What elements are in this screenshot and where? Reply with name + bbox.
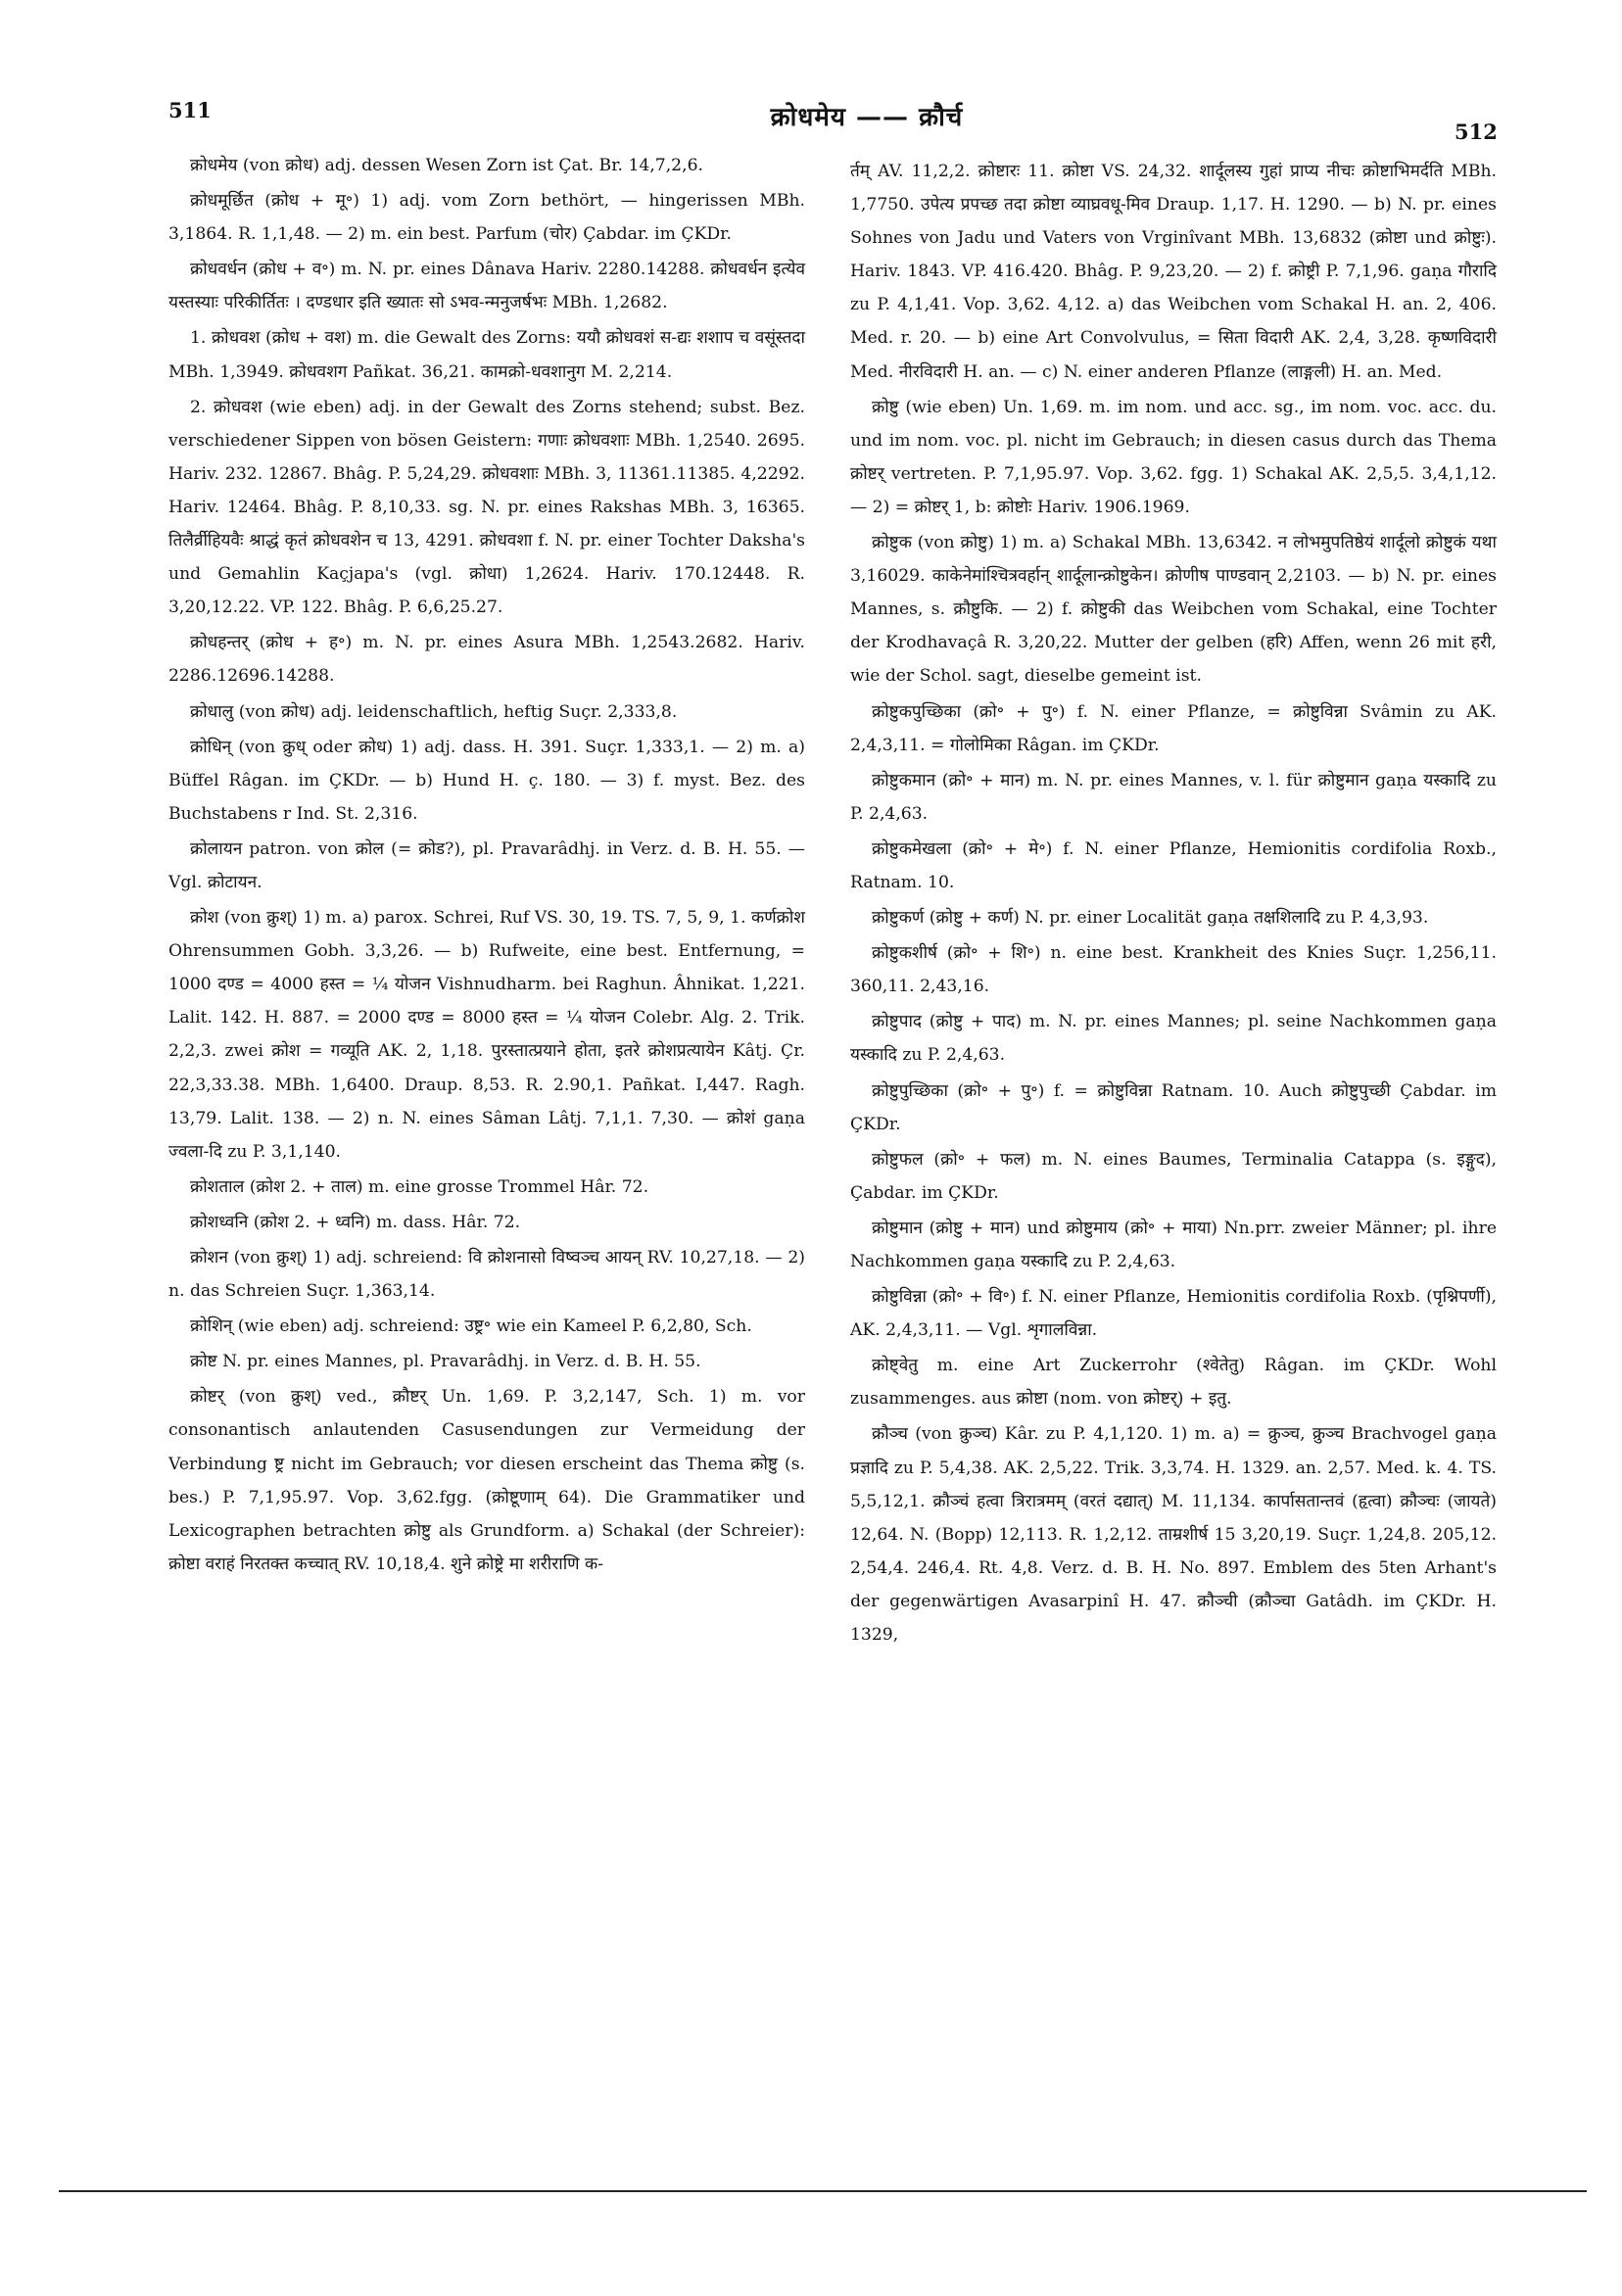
entry-krostukarna: क्रोष्टुकर्ण (क्रोष्टु + कर्ण) N. pr. einer Localität gaṇa तक्षशिलादि zu P. 4,3,93. xyxy=(872,908,1429,929)
entry-krostukamekhala: क्रोष्टुकमेखला (क्रो॰ + मे॰) f. N. einer Pflanze, Hemionitis cordifolia Roxb., Ratnam. 10. xyxy=(850,838,1497,892)
entry-krosadhvani: क्रोशध्वनि (क्रोश 2. + ध्वनि) m. dass. Hâr. 72. xyxy=(190,1212,521,1232)
running-head: क्रोधमेय —— क्रौर्च xyxy=(770,103,964,132)
entry-krostukamana: क्रोष्टुकमान (क्रो॰ + मान) m. N. pr. eines Mannes, v. l. für क्रोष्टुमान gaṇa यस्कादि zu P. 2,4,63. xyxy=(850,770,1497,824)
entry-krodhavasa-2: 2. क्रोधवश (wie eben) adj. in der Gewalt des Zorns stehend; subst. Bez. verschiedener Sippen von bösen Geistern: गणाः क्रोधवशाः MBh. 1,2540. 2695. Hariv. 232. 12867. Bhâg. P. 5,24,29. क्रोधवशाः MBh. 3, 11361.11385. 4,2292. Hariv. 12464. Bhâg. P. 8,10,33. sg. N. pr. eines Rakshas MBh. 3, 16365. तिलैर्व्रीहियवैः श्राद्धं कृतं क्रोधवशेन च 13, 4291. क्रोधवशा f. N. pr. einer Tochter Daksha's und Gemahlin Kaçjapa's (vgl. क्रोधा) 1,2624. Hariv. 170.12448. R. 3,20,12.22. VP. 122. Bhâg. P. 6,6,25.27. xyxy=(168,397,805,618)
entry-krostukapucchika: क्रोष्टुकपुच्छिका (क्रो॰ + पु॰) f. N. einer Pflanze, = क्रोष्टुविन्ना Svâmin zu AK. 2,4,3,11. = गोलोमिका Râgan. im ÇKDr. xyxy=(850,701,1497,755)
entry-krostupucchika: क्रोष्टुपुच्छिका (क्रो॰ + पु॰) f. = क्रोष्टुविन्ना Ratnam. 10. Auch क्रोष्टुपुच्छी Çabdar. im ÇKDr. xyxy=(850,1080,1497,1134)
entry-krosa: क्रोश (von क्रुश्) 1) m. a) parox. Schrei, Ruf VS. 30, 19. TS. 7, 5, 9, 1. कर्णक्रोश Ohrensummen Gobh. 3,3,26. — b) Rufweite, eine best. Entfernung, = 1000 दण्ड = 4000 हस्त = ¼ योजन Vishnudharm. bei Raghun. Âhnikat. 1,221. Lalit. 142. H. 887. = 2000 दण्ड = 8000 हस्त = ¼ योजन Colebr. Alg. 2. Trik. 2,2,3. zwei क्रोश = गव्यूति AK. 2, 1,18. पुरस्तात्प्रयाने होता, इतरे क्रोशप्रत्यायेन Kâtj. Çr. 22,3,33.38. MBh. 1,6400. Draup. 8,53. R. 2.90,1. Pañkat. I,447. Ragh. 13,79. Lalit. 138. — 2) n. N. eines Sâman Lâtj. 7,1,1. 7,30. — क्रोशं gaṇa ज्वला-दि zu P. 3,1,140. xyxy=(168,908,805,1162)
left-page-number: 511 xyxy=(168,98,212,122)
entry-kraunca: क्रौञ्च (von क्रुञ्च) Kâr. zu P. 4,1,120. 1) m. a) = क्रुञ्च, क्रुञ्च Brachvogel gaṇa प्रज्ञादि zu P. 5,4,38. AK. 2,5,22. Trik. 3,3,74. H. 1329. an. 2,57. Med. k. 4. TS. 5,5,12,1. क्रौञ्चं हत्वा त्रिरात्रमम् (वरतं दद्यात्) M. 11,134. कार्पासतान्तवं (हृत्वा) क्रौञ्चः (जायते) 12,64. N. (Bopp) 12,113. R. 1,2,12. ताम्रशीर्ष 15 3,20,19. Suçr. 1,24,8. 205,12. 2,54,4. 246,4. Rt. 4,8. Verz. d. B. H. No. 897. Emblem des 5ten Arhant's der gegenwärtigen Avasarpinî H. 47. क्रौञ्ची (क्रौञ्चा Gatâdh. im ÇKDr. H. 1329, xyxy=(850,1424,1497,1646)
entry-krostuphala: क्रोष्टुफल (क्रो॰ + फल) m. N. eines Baumes, Terminalia Catappa (s. इङ्गुद), Çabdar. im ÇKDr. xyxy=(850,1149,1497,1203)
left-column xyxy=(168,149,805,1583)
entry-krosana: क्रोशन (von क्रुश्) 1) adj. schreiend: वि क्रोशनासो विष्वञ्च आयन् RV. 10,27,18. — 2) n. das Schreien Suçr. 1,363,14. xyxy=(168,1248,805,1302)
entry-krostuvinna: क्रोष्टुविन्ना (क्रो॰ + वि॰) f. N. einer Pflanze, Hemionitis cordifolia Roxb. (पृश्निपर्णी), AK. 2,4,3,11. — Vgl. शृगालविन्ना. xyxy=(850,1287,1497,1341)
entry-krostar-cont: र्तम् AV. 11,2,2. क्रोष्टारः 11. क्रोष्टा VS. 24,32. शार्दूलस्य गुहां प्राप्य नीचः क्रोष्टाभिमर्दति MBh. 1,7750. उपेत्य प्रपच्छ तदा क्रोष्टा व्याघ्रवधू-मिव Draup. 1,17. H. 1290. — b) N. pr. eines Sohnes von Jadu und Vaters von Vrginîvant MBh. 13,6832 (क्रोष्टा und क्रोष्टुः). Hariv. 1843. VP. 416.420. Bhâg. P. 9,23,20. — 2) f. क्रोष्ट्री P. 7,1,96. gaṇa गौरादि zu P. 4,1,41. Vop. 3,62. 4,12. a) das Weibchen vom Schakal H. an. 2, 406. Med. r. 20. — b) eine Art Convolvulus, = सिता विदारी AK. 2,4, 3,28. कृष्णविदारी Med. नीरविदारी H. an. — c) N. einer anderen Pflanze (लाङ्गली) H. an. Med. xyxy=(850,162,1497,382)
entry-krostuka: क्रोष्टुक (von क्रोष्टु) 1) m. a) Schakal MBh. 13,6342. न लोभमुपतिष्ठेयं शार्दूलो क्रोष्टुकं यथा 3,16029. काकेनेमांश्चित्रवर्हान् शार्दूलान्क्रोष्टुकेन। क्रोणीष पाण्डवान् 2,2103. — b) N. pr. eines Mannes, s. क्रौष्टुकि. — 2) f. क्रोष्टुकी das Weibchen vom Schakal, eine Tochter der Krodhavaçâ R. 3,20,22. Mutter der gelben (हरि) Affen, wenn 26 mit हरी, wie der Schol. sagt, dieselbe gemeint ist. xyxy=(850,533,1497,687)
entry-krosatala: क्रोशताल (क्रोश 2. + ताल) m. eine grosse Trommel Hâr. 72. xyxy=(190,1176,649,1197)
entry-krodhavardhana: क्रोधवर्धन (क्रोध + व॰) m. N. pr. eines Dânava Hariv. 2280.14288. क्रोधवर्धन इत्येव यस्तस्याः परिकीर्तितः । दण्डधार इति ख्यातः सो ऽभव-न्मनुजर्षभः MBh. 1,2682. xyxy=(168,260,805,313)
right-column xyxy=(850,155,1497,1653)
entry-krodhamurchita: क्रोधमूर्छित (क्रोध + मू॰) 1) adj. vom Zorn bethört, — hingerissen MBh. 3,1864. R. 1,1,48. — 2) m. ein best. Parfum (चोर) Çabdar. im ÇKDr. xyxy=(168,191,805,245)
entry-krodhin: क्रोधिन् (von क्रुध् oder क्रोध) 1) adj. dass. H. 391. Suçr. 1,333,1. — 2) m. a) Büffel Râgan. im ÇKDr. — b) Hund H. ç. 180. — 3) f. myst. Bez. des Buchstabens r Ind. St. 2,316. xyxy=(168,737,805,824)
entry-krodhahantar: क्रोधहन्तर् (क्रोध + ह॰) m. N. pr. eines Asura MBh. 1,2543.2682. Hariv. 2286.12696.14288. xyxy=(168,633,805,687)
entry-krosta: क्रोष्ट N. pr. eines Mannes, pl. Pravarâdhj. in Verz. d. B. H. 55. xyxy=(190,1352,701,1372)
right-page-number: 512 xyxy=(1455,120,1498,144)
entry-krostu: क्रोष्टु (wie eben) Un. 1,69. m. im nom. und acc. sg., im nom. voc. acc. du. und im nom. voc. pl. nicht im Gebrauch; in diesen casus durch das Thema क्रोष्टर् vertreten. P. 7,1,95.97. Vop. 3,62. fgg. 1) Schakal AK. 2,5,5. 3,4,1,12. — 2) = क्रोष्टर् 1, b: क्रोष्टोः Hariv. 1906.1969. xyxy=(850,397,1497,517)
entry-krostukasirsa: क्रोष्टुकशीर्ष (क्रो॰ + शि॰) n. eine best. Krankheit des Knies Suçr. 1,256,11. 360,11. 2,43,16. xyxy=(850,943,1497,997)
entry-krostumana: क्रोष्टुमान (क्रोष्टु + मान) und क्रोष्टुमाय (क्रो॰ + माया) Nn.prr. zweier Männer; pl. ihre Nachkommen gaṇa यस्कादि zu P. 2,4,63. xyxy=(850,1218,1497,1271)
entry-krostupada: क्रोष्टुपाद (क्रोष्टु + पाद) m. N. pr. eines Mannes; pl. seine Nachkommen gaṇa यस्कादि zu P. 2,4,63. xyxy=(850,1012,1497,1066)
entry-krodhameya: क्रोधमेय (von क्रोध) adj. dessen Wesen Zorn ist Çat. Br. 14,7,2,6. xyxy=(190,156,703,175)
footer-rule xyxy=(59,2190,1587,2192)
entry-krodhalu: क्रोधालु (von क्रोध) adj. leidenschaftlich, heftig Suçr. 2,333,8. xyxy=(190,701,678,722)
entry-krolayana: क्रोलायन patron. von क्रोल (= क्रोड?), pl. Pravarâdhj. in Verz. d. B. H. 55. — Vgl. क्रोटायन. xyxy=(168,838,805,892)
entry-krodhavasa-1: 1. क्रोधवश (क्रोध + वश) m. die Gewalt des Zorns: ययौ क्रोधवशं स-द्यः शशाप च वसूंस्तदा MBh. 1,3949. क्रोधवशग Pañkat. 36,21. कामक्रो-धवशानुग M. 2,214. xyxy=(168,328,805,382)
entry-krostar: क्रोष्टर् (von क्रुश्) ved., क्रौष्टर् Un. 1,69. P. 3,2,147, Sch. 1) m. vor consonantisch anlautenden Casusendungen zur Vermeidung der Verbindung ष्ट्र nicht im Gebrauch; vor diesen erscheint das Thema क्रोष्टु (s. bes.) P. 7,1,95.97. Vop. 3,62.fgg. (क्रोष्टूणाम् 64). Die Grammatiker und Lexicographen betrachten क्रोष्टु als Grundform. a) Schakal (der Schreier): क्रोष्टा वराहं निरतक्त कच्चात् RV. 10,18,4. शुने क्रोष्ट्रे मा शरीराणि क- xyxy=(168,1387,805,1574)
entry-krosin: क्रोशिन् (wie eben) adj. schreiend: उष्ट्र॰ wie ein Kameel P. 6,2,80, Sch. xyxy=(190,1316,752,1337)
entry-krostvetu: क्रोष्ट्वेतु m. eine Art Zuckerrohr (श्वेतेतु) Râgan. im ÇKDr. Wohl zusammenges. aus क्रोष्टा (nom. von क्रोष्टर्) + इतु. xyxy=(850,1356,1497,1410)
